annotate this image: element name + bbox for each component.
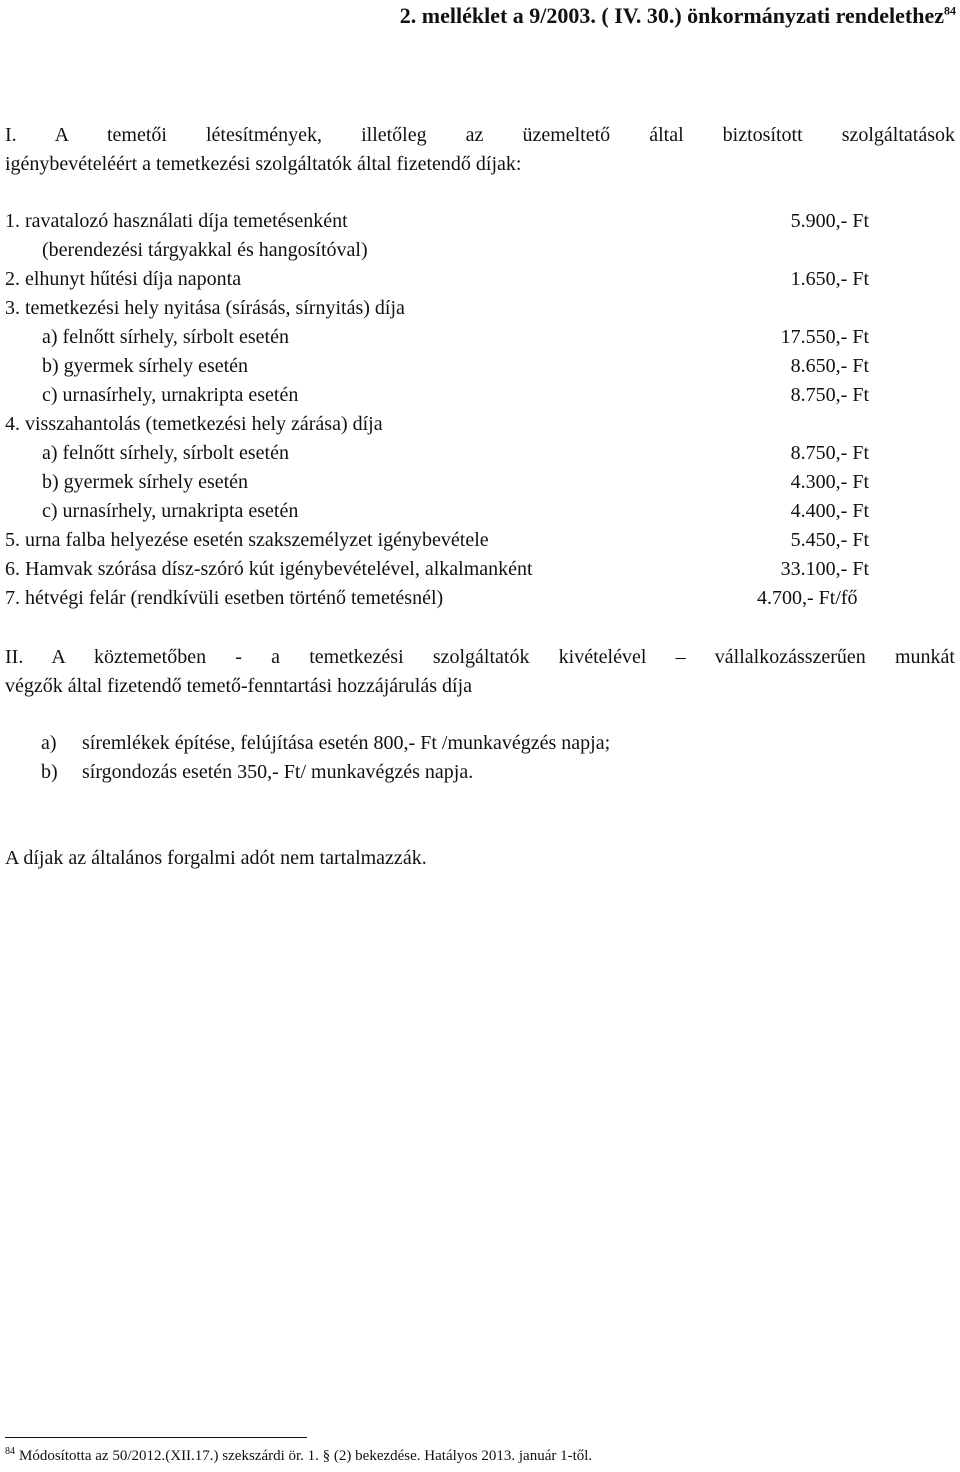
list-text: sírgondozás esetén 350,- Ft/ munkavégzés napja. (82, 761, 474, 783)
fee-label: 7. hétvégi felár (rendkívüli esetben történő temetésnél) (5, 587, 444, 609)
fee-row (5, 526, 955, 555)
fee-amount: 8.750,- Ft (790, 384, 869, 406)
footnote (5, 1446, 592, 1466)
fee-amount: 8.650,- Ft (790, 355, 869, 377)
fee-row (5, 439, 955, 468)
title-footnote-ref: 84 (944, 3, 956, 18)
fee-label: 2. elhunyt hűtési díja naponta (5, 268, 242, 290)
fee-row (5, 381, 955, 410)
fee-row (5, 265, 955, 294)
section-2-heading (5, 643, 955, 701)
page-title (0, 2, 960, 30)
fee-amount: 33.100,- Ft (780, 558, 869, 580)
list-text: síremlékek építése, felújítása esetén 800,- Ft /munkavégzés napja; (82, 732, 611, 754)
footnote-separator (5, 1437, 307, 1438)
section-2-line-2: végzők által fizetendő temető-fenntartási hozzájárulás díja (5, 675, 473, 697)
footnote-text: Módosította az 50/2012.(XII.17.) szekszárdi ör. 1. § (2) bekezdése. Hatályos 2013. január 1-től. (19, 1448, 593, 1464)
fee-row (5, 207, 955, 236)
fee-row (5, 410, 955, 439)
fee-label: 5. urna falba helyezése esetén szakszemélyzet igénybevétele (5, 529, 489, 551)
list-item (5, 758, 955, 787)
fee-row (5, 323, 955, 352)
fee-label: c) urnasírhely, urnakripta esetén (42, 384, 299, 406)
fee-row (5, 236, 955, 265)
fee-label: 3. temetkezési hely nyitása (sírásás, sírnyitás) díja (5, 297, 405, 319)
section-2-line-1: II. A köztemetőben - a temetkezési szolgáltatók kivételével – vállalkozásszerűen munkát (5, 646, 955, 668)
fee-label: b) gyermek sírhely esetén (42, 471, 249, 493)
fee-amount: 4.700,- Ft/fő (757, 587, 858, 609)
fee-label: 6. Hamvak szórása dísz-szóró kút igénybevételével, alkalmanként (5, 558, 533, 580)
footnote-ref: 84 (5, 1446, 15, 1457)
fee-label: c) urnasírhely, urnakripta esetén (42, 500, 299, 522)
vat-note: A díjak az általános forgalmi adót nem tartalmazzák. (5, 847, 427, 869)
fee-amount: 5.900,- Ft (790, 210, 869, 232)
fee-amount: 8.750,- Ft (790, 442, 869, 464)
fee-label: a) felnőtt sírhely, sírbolt esetén (42, 326, 289, 348)
section-1-line-2: igénybevételéért a temetkezési szolgáltatók által fizetendő díjak: (5, 153, 522, 175)
fee-amount: 1.650,- Ft (790, 268, 869, 290)
fee-label: 4. visszahantolás (temetkezési hely zárása) díja (5, 413, 383, 435)
list-marker: b) (41, 761, 58, 783)
fee-row (5, 352, 955, 381)
fee-amount: 17.550,- Ft (780, 326, 869, 348)
fee-label: (berendezési tárgyakkal és hangosítóval) (42, 239, 368, 261)
page-title-text: 2. melléklet a 9/2003. ( IV. 30.) önkormányzati rendelethez (399, 3, 944, 28)
section-1-line-1: I. A temetői létesítmények, illetőleg az üzemeltető által biztosított szolgáltatások (5, 124, 955, 146)
fee-label: a) felnőtt sírhely, sírbolt esetén (42, 442, 289, 464)
section-1-heading (5, 121, 955, 179)
fee-row (5, 497, 955, 526)
fee-row (5, 468, 955, 497)
fee-amount: 5.450,- Ft (790, 529, 869, 551)
fee-label: b) gyermek sírhely esetén (42, 355, 249, 377)
list-marker: a) (41, 732, 57, 754)
fee-amount: 4.400,- Ft (790, 500, 869, 522)
fee-list (5, 207, 955, 613)
fee-row (5, 584, 955, 613)
fee-label: 1. ravatalozó használati díja temetésenként (5, 210, 348, 232)
fee-row (5, 555, 955, 584)
list-item (5, 729, 955, 758)
fee-amount: 4.300,- Ft (790, 471, 869, 493)
fee-row (5, 294, 955, 323)
contribution-list (5, 729, 955, 787)
